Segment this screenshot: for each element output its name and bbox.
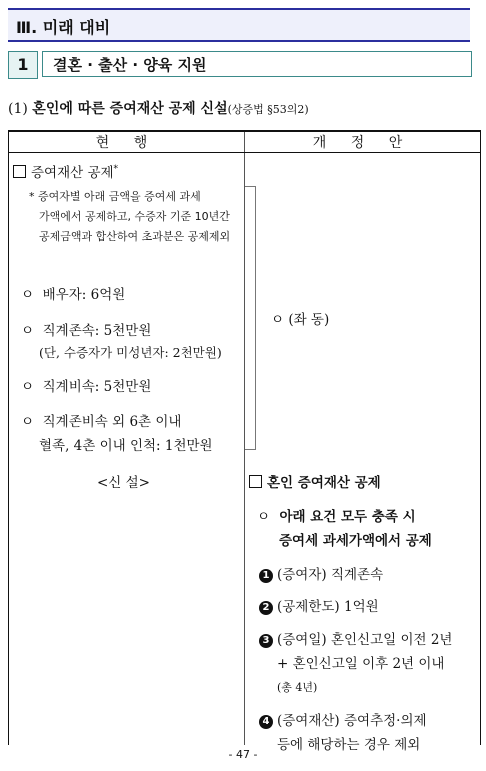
revision-lead-line2: 증여세 과세가액에서 공제 [279,533,432,549]
number-2-icon: 2 [259,601,273,615]
header-revision: 개 정 안 [245,131,481,153]
condition-3: 3 (증여일) 혼인신고일 이전 2년 [259,628,452,648]
condition-3-line3: (총 4년) [277,681,318,694]
item-heading [8,98,309,118]
checkbox-icon [13,165,26,178]
subsection-header [8,51,474,79]
condition-4-line2: 등에 해당하는 경우 제외 [277,737,421,753]
current-item-relatives: ㅇ 직계존비속 외 6촌 이내 [21,414,182,430]
current-main-item: 증여재산 공제* [13,161,118,181]
current-item-spouse: ㅇ 배우자: 6억원 [21,287,126,303]
same-as-left: ㅇ (좌 동) [271,312,330,328]
condition-2: 2 (공제한도) 1억원 [259,595,379,615]
current-column [9,153,245,746]
number-1-icon: 1 [259,569,273,583]
revision-lead-line1: ㅇ 아래 요건 모두 충족 시 [257,509,416,525]
current-item-relatives-line2: 혈족, 4촌 이내 인척: 1천만원 [39,438,213,454]
condition-1: 1 (증여자) 직계존속 [259,563,383,583]
item-prefix: (1) [8,101,28,117]
section-title: Ⅲ. 미래 대비 [16,18,111,37]
condition-4: 4 (증여재산) 증여추정·의제 [259,709,427,729]
note-line-3: 공제금액과 합산하여 초과분은 공제제외 [39,230,231,243]
item-title: 혼인에 따른 증여재산 공제 신설 [32,101,228,117]
bracket-line [245,186,256,450]
header-current: 현 행 [9,131,245,153]
item-reference: (상증법 §53의2) [227,103,309,116]
condition-3-line2: + 혼인신고일 이후 2년 이내 [277,656,445,672]
comparison-table [8,130,481,753]
subsection-title: 결혼 · 출산 · 양육 지원 [42,51,472,77]
current-item-descendant: ㅇ 직계비속: 5천만원 [21,379,152,395]
new-label: <신 설> [97,475,150,491]
number-4-icon: 4 [259,715,273,729]
page-number: - 47 - [228,748,258,761]
revision-main-item: 혼인 증여재산 공제 [249,471,381,491]
note-line-2: 가액에서 공제하고, 수증자 기준 10년간 [39,210,230,223]
subsection-number: 1 [8,51,38,79]
note-line-1: * 증여자별 아래 금액을 증여세 과세 [29,190,201,203]
number-3-icon: 3 [259,634,273,648]
section-header [8,8,470,42]
current-item-ascendant: ㅇ 직계존속: 5천만원 [21,323,152,339]
checkbox-icon [249,475,262,488]
asterisk-mark: * [113,164,119,175]
revision-column [245,153,481,753]
current-item-ascendant-sub: (단, 수증자가 미성년자: 2천만원) [39,345,222,360]
